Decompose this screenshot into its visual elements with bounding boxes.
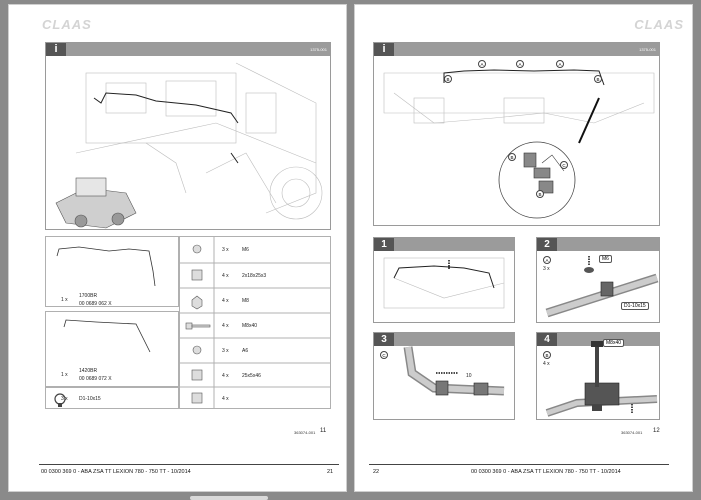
hw-desc-5: A6: [242, 348, 249, 354]
left-page-number: 21: [327, 469, 334, 475]
step-4-qty: 4 x: [543, 361, 550, 367]
hw-desc-6: 25x5x46: [242, 373, 261, 379]
right-box-number: 12: [653, 428, 660, 434]
step-2-illustration: [537, 238, 660, 323]
step-3-value: 10: [466, 373, 472, 379]
pipe-1700-icon: [49, 241, 159, 301]
part-qty-2: 1 x: [61, 372, 68, 378]
info-badge: i: [46, 43, 66, 56]
step-2-tag-m6: M6: [599, 255, 612, 263]
step-2-qty: 3 x: [543, 266, 550, 272]
step-4-number: 4: [537, 333, 557, 346]
hw-desc-1: M6: [242, 247, 249, 253]
left-box-number: 11: [320, 428, 327, 434]
hw-qty-2: 4 x: [222, 273, 229, 279]
left-page: [8, 4, 347, 492]
pipe-1420-icon: [46, 312, 179, 372]
pipe-1700-image-cell: [46, 237, 179, 307]
left-footer-text: 00 0300 369 0 - ABA ZSA TT LEXION 780 - 750 TT - 10/2014: [41, 469, 191, 475]
part-name-2: 1420BR: [79, 368, 98, 374]
figure-code: 1375-001: [310, 47, 327, 52]
callout-a3: A: [556, 60, 564, 68]
right-page-number: 22: [373, 469, 380, 475]
step-1-figure: [373, 237, 515, 323]
hw-desc-4: M8x40: [242, 323, 258, 329]
brand-logo: CLAAS: [42, 17, 92, 32]
callout-a1: A: [478, 60, 486, 68]
step-4-illustration: [537, 333, 660, 420]
right-footer-line: [369, 464, 669, 465]
right-bottom-code: 363074-001: [621, 430, 643, 435]
step-4-ref: B: [543, 351, 551, 359]
left-bottom-code: 363074-001: [294, 430, 316, 435]
overview-figure-right: [373, 42, 660, 226]
hw-qty-7: 4 x: [222, 396, 229, 402]
callout-b2: B: [594, 75, 602, 83]
callout-b4: B: [536, 190, 544, 198]
right-footer-text: 00 0300 369 0 - ABA ZSA TT LEXION 780 - 750 TT - 10/2014: [471, 469, 621, 475]
pipe-parts-table: [45, 236, 179, 307]
step-2-tag-clip: D1-10x15: [621, 302, 649, 310]
step-3-number: 3: [374, 333, 394, 346]
overview-figure: [45, 42, 331, 230]
callout-a2: A: [516, 60, 524, 68]
hw-qty-6: 4 x: [222, 373, 229, 379]
callout-b3: B: [508, 153, 516, 161]
part-number-2: 00 0689 072 X: [79, 376, 112, 382]
callout-c: C: [560, 161, 568, 169]
step-2-number: 2: [537, 238, 557, 251]
step-3-ref: C: [380, 351, 388, 359]
callout-b1: B: [444, 75, 452, 83]
part-name-3: D1-10x15: [79, 396, 101, 402]
figure-code: 1375-001: [639, 47, 656, 52]
step-2-figure: [536, 237, 660, 323]
hw-desc-2: 2x18x25x3: [242, 273, 267, 279]
hw-qty-3: 4 x: [222, 298, 229, 304]
step-4-figure: [536, 332, 660, 420]
horizontal-scrollbar[interactable]: [190, 496, 268, 500]
part-qty-1: 1 x: [61, 297, 68, 303]
part-qty-3: 3 x: [61, 396, 68, 402]
step-2-ref: A: [543, 256, 551, 264]
hardware-table: [179, 236, 331, 409]
frame-illustration: [374, 43, 660, 226]
brand-logo: CLAAS: [634, 17, 684, 32]
step-1-number: 1: [374, 238, 394, 251]
info-badge: i: [374, 43, 394, 56]
step-1-illustration: [374, 238, 515, 323]
machine-illustration: [46, 43, 331, 230]
hw-desc-3: M8: [242, 298, 249, 304]
step-3-illustration: [374, 333, 515, 420]
part-number-1: 00 0689 062 X: [79, 301, 112, 307]
hw-qty-5: 3 x: [222, 348, 229, 354]
hw-qty-4: 4 x: [222, 323, 229, 329]
hw-qty-1: 3 x: [222, 247, 229, 253]
left-footer-line: [39, 464, 339, 465]
step-3-figure: [373, 332, 515, 420]
right-page: [354, 4, 693, 492]
step-4-tag-bolt: M8x40: [603, 339, 624, 347]
part-name-1: 1700BR: [79, 293, 98, 299]
